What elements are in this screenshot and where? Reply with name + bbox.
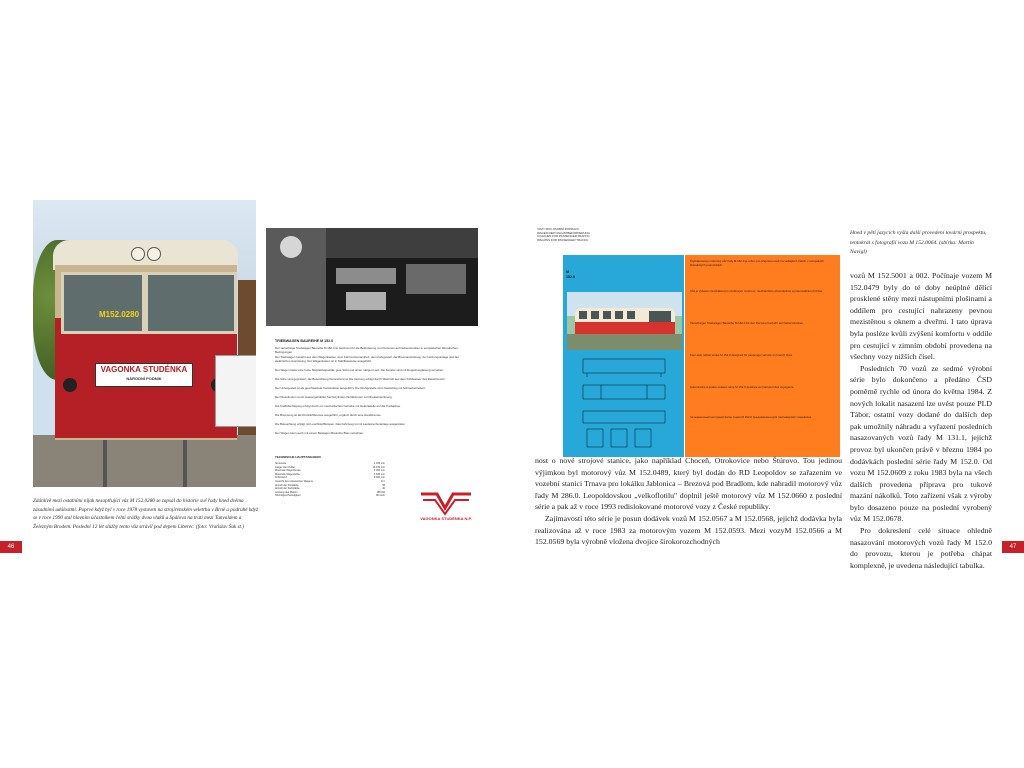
brochure-lang-paragraph: Vůz je vybaven šestiválcovým vznětovým motorem, mechanickou převodovkou a pneumatickou brzdou.	[690, 289, 823, 293]
brochure-heading: TRIEBWAGEN BAUREIHE M 152.0	[275, 339, 334, 343]
body-text-column-1	[535, 455, 842, 548]
spec-row: Maximale Wagenhöhe 3 635 mm	[275, 472, 385, 476]
brochure-lang-paragraph: Automotrice à quatre essieux série M 152.0 destinée au transport des voyageurs.	[690, 385, 795, 389]
photo-caption-right: Hned v pěti jazycích vyšla další provedení tovární prospektu, tentokrát s fotografií vozu M 152.0064. (sbírka: Martin Navigl)	[850, 230, 987, 255]
brochure-railcar-photo	[567, 292, 682, 350]
spec-row: Anzahl der Sitzplätze 55	[275, 483, 385, 487]
technical-drawings	[581, 355, 667, 450]
brochure-paragraph: Die Kraftübertragung erfolgt durch ein mechanisches Getriebe mit Gelenkwelle auf die Treibachse.	[275, 404, 401, 408]
brochure-paragraph: Die Beleuchtung erfolgt mit Leuchtstofflampen. Das Fahrzeug ist mit Lautsprecheranlage ausgerüstet.	[275, 422, 406, 426]
brochure-orange-panel	[685, 255, 840, 457]
page-number-left: 46	[0, 541, 22, 553]
spec-row: Leistung des Motors 155 kW	[275, 490, 385, 494]
multilingual-brochure-page	[535, 228, 842, 457]
brochure-paragraph: Der Triebwagen besteht aus dem Wagenkasten, dem Fahrmotorenantrieb, dem Fahrgestell, der Bremsausrüstung, der Heizungsanlage und der elektrischen Ausrüstung. Der Wagenkasten ist in Stahlbauweise ausgeführt.	[275, 355, 459, 364]
page-number-right: 47	[1002, 541, 1024, 553]
brochure-paragraph: Der Wagen bietet eine hohe Sitzplatzkapazität, gute Sicht und einen ruhigen Lauf. Die Fenster sind mit Doppelverglasung versehen.	[275, 368, 444, 372]
body-paragraph: Pro dokreslení celé situace ohledně nasazování motorových vozů řady M 152.0 do provozu, kterou je potřeba chápat komplexně, je uvedena následující tabulka.	[850, 526, 992, 570]
brochure-blue-panel	[563, 255, 684, 457]
body-text-column-2	[850, 270, 992, 571]
spec-row: Anzahl der Stehplätze 40	[275, 487, 385, 491]
vagonka-logo	[417, 490, 475, 518]
brochure-paragraph: Der Wagen kann auch mit einem Beiwagen Baureihe Btax verkehren.	[275, 431, 364, 435]
railcar-nameplate: VAGONKA STUDÉNKA NÁRODNÍ PODNIK	[95, 363, 193, 387]
brochure-paragraph: Der Untergestell ist als geschweisste Konstruktion ausgeführt. Die Drehgestelle sind zweiachsig mit Schraubenfedern.	[275, 386, 427, 390]
body-paragraph: vozů M 152.5001 a 002. Počínaje vozem M 152.0479 byly do té doby neúplné dělící prosklené stěny mezi nástupními plošinami a oddílem pro cestující nahrazeny pevnou mezistěnou s oknem a dveřmi. I tato úprava byla posléze kvůli zvýšení komfortu v oddíle pro cestující v zimním období provedena na všechny vozy nižších čísel.	[850, 271, 992, 362]
logo-wordmark: VAGONKA STUDÉNKA N.P.	[420, 516, 472, 521]
spec-row: Höchstgeschwindigkeit 80 km/h	[275, 494, 385, 498]
spec-row: Länge über Puffer 13 970 mm	[275, 465, 385, 469]
spec-heading: TECHNISCHE HAUPTANGABEN	[275, 455, 321, 459]
brochure-model-label: M 152.0	[566, 270, 575, 279]
brochure-paragraph: Der vierachsige Triebwagen Baureihe M 152.0 ist bestimmt für die Beförderung von Personen auf Nebenstrecken in europäischen klimatischen Bedingungen.	[275, 346, 458, 355]
german-brochure-page	[264, 228, 481, 521]
brochure-lang-paragraph: Четырехосный моторный вагон серии M 152.0 предназначен для пассажирских перевозок.	[690, 415, 812, 419]
body-paragraph: Posledních 70 vozů ze sedmé výrobní série bylo dokončeno a předáno ČSD poměrně rychle od února do května 1984. Z nových lokalit nasazení lze uvést pouze PLD Tábor, ostatní vozy dodané do dalších dep pak umožnily náhradu a vyřazení posledních nasazovaných vozů řady M 131.1, jejichž provoz byl ukončen právě v březnu 1984 po dodávkách poslední série řady M 152.0. Od vozu M 152.0609 z roku 1983 byla na všech dalších provedena příprava pro tukové mazání nákolků. Toto zařízení však z výroby bylo dosazeno pouze na poslední vyrobený vůz M 152.0678.	[850, 363, 992, 524]
railcar-photo	[33, 200, 256, 487]
photo-caption-left: Zdánlivě mezi ostatními nijak nesoptřující vůz M 152.0280 se zapsal do historie své řady hned dvěma zásadními událostmi. Poprvé když byl v roce 1978 vystaven na strojírenském veletrhu v Brně a podruhé když se v roce 1990 stal hlavním účastníkem čelní srážky dvou vlaků u Spálova na trati mezi Tanvaldem a Železným Brodem. Poslední 12 let služby tento vůz strávil pod depem Liberec. (foto: Vratislav Šuk st.)	[33, 498, 259, 530]
brochure-lang-paragraph: Four-axle railcar series M 152.0 designed for passenger service on branch lines.	[690, 353, 793, 357]
brochure-lang-paragraph: Čtyřnápravový motorový vůz řady M 152.0 je určen pro přepravu osob na vedlejších tratích v evropských klimatických podmínkách.	[690, 259, 824, 268]
railcar-number: M152.0280	[99, 310, 140, 319]
brochure-paragraph: Die Sitze sind gepolstert, die Beleuchtung fluoreszierend. Die Heizung erfolgt durch Warmluft aus dem Kühlwasser des Dieselmotors.	[275, 377, 446, 381]
spec-table	[275, 462, 385, 498]
brochure-paragraph: Der Dieselmotor ist ein wassergekühlter Sechszylinder-Viertaktmotor mit Direkteinspritzung.	[275, 395, 393, 399]
body-paragraph: Zajímavostí této série je posun dodávek vozů M 152.0567 a M 152.0568, jejichž dodávka byla realizována až v roce 1983 za motorovým vozem M 152.0593. Mezi vozyM 152.0566 a M 152.0569 byla výrobně vložena dvojice širokorozchodných	[535, 513, 842, 547]
brochure-lang-paragraph: Vierachsiger Triebwagen Baureihe M 152.0 für den Personenverkehr auf Nebenstrecken.	[690, 321, 804, 325]
spec-row: Achsstand 8 000 mm	[275, 476, 385, 480]
brochure-header: VOZY PRO OSOBNÍ DOPRAVU WAGEN DER NACHSTBEFÖRDERUNG COACHES FOR PASSENGER TRAFFIC WAGONS FOR PASSENGER TRAFFIC	[537, 227, 590, 242]
spec-row: Gewicht des unbesetzten Wagens 21 t	[275, 479, 385, 483]
body-paragraph: nost o nové strojové stanice, jako například Choceň, Otrokovice nebo Štúrovo. Tou jedinou výjimkou byl motorový vůz M 152.0489, který byl dodán do RD Leopoldov se zařazením ve vozební stanici Trnava pro lokálku Jablonica – Brezová pod Bradlom, kde nahradil motorový vůz řady M 286.0. Leopoldovskou „velkoflotilu" doplnil ještě motorový vůz M 152.0660 z poslední série a pak až v roce 1993 redislokované motorové vozy z České republiky.	[535, 456, 842, 512]
cab-interior-photo	[266, 228, 478, 326]
spec-row: Maximale Wagenbreite 3 000 mm	[275, 469, 385, 473]
spec-row: Spurweite 1 435 mm	[275, 462, 385, 465]
brochure-paragraph: Die Bremsung ist als Druckluftbremse ausgeführt, ergänzt durch eine Handbremse.	[275, 413, 382, 417]
